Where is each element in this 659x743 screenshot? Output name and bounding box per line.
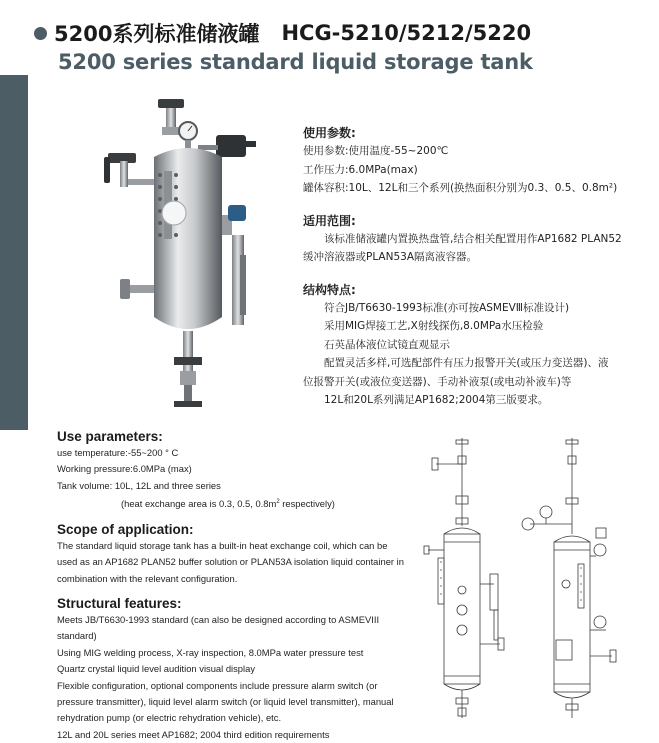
title-model: HCG-5210/5212/5220 [281, 21, 532, 45]
cn-scope-line: 该标准储液罐内置换热盘管,结合相关配置用作AP1682 PLAN52 [324, 232, 622, 245]
title-en: 5200 series standard liquid storage tank [58, 50, 533, 74]
cn-params-heading: 使用参数: [303, 126, 356, 140]
en-params-line: (heat exchange area is 0.3, 0.5, $0.8m^2$ respectively) [121, 498, 335, 510]
en-params-line: Working pressure:6.0MPa (max) [57, 463, 192, 475]
chinese-text [303, 124, 655, 410]
english-text [57, 428, 409, 743]
en-feature-line: 12L and 20L series meet AP1682; 2004 third edition requirements [57, 728, 330, 740]
en-params-line: Tank volume: 10L, 12L and three series [57, 479, 221, 491]
cn-scope-line: 缓冲溶液器或PLAN53A隔离液容器。 [303, 251, 478, 263]
en-scope-text: The standard liquid storage tank has a built-in heat exchange coil, which can be used as an AP1682 PLAN52 buffer solution or PLAN53A isolation liquid container in combination with the relevant configuration. [57, 539, 404, 584]
en-feature-line: Using MIG welding process, X-ray inspection, 8.0MPa water pressure test [57, 646, 364, 658]
en-feature-line: Quartz crystal liquid level audition visual display [57, 663, 256, 675]
title-cn: 5200系列标准储液罐 [54, 22, 260, 46]
cn-feature-line: 12L和20L系列满足AP1682;2004第三版要求。 [324, 394, 549, 406]
drawing-right [522, 438, 616, 718]
bullet-dot [34, 27, 47, 40]
title-row [34, 18, 654, 48]
cn-params-line: 工作压力:6.0MPa(max) [303, 163, 418, 176]
cn-feature-line: 符合JB/T6630-1993标准(亦可按ASMEVⅢ标准设计) [324, 301, 570, 314]
cn-features-heading: 结构特点: [303, 282, 356, 297]
en-scope-heading: Scope of application: [57, 521, 194, 537]
en-params-line: use temperature:-55~200 ° C [57, 447, 179, 458]
technical-drawing [420, 434, 645, 720]
header [34, 18, 654, 74]
en-features-heading: Structural features: [57, 595, 182, 611]
cn-feature-line: 石英晶体液位试镜直观显示 [324, 338, 450, 351]
cn-params-line: 罐体容积:10L、12L和三个系列(换热面积分别为0.3、0.5、0.8m²) [303, 182, 618, 194]
cn-feature-line: 采用MIG焊接工艺,X射线探伤,8.0MPa水压检验 [324, 320, 544, 332]
cn-params-line: 使用参数:使用温度-55~200℃ [303, 145, 449, 157]
cn-feature-line: 配置灵活多样,可选配部件有压力报警开关(或压力变送器)、液 [324, 357, 609, 369]
side-color-bar [0, 75, 28, 430]
product-photo [88, 95, 268, 415]
drawing-left [424, 438, 504, 718]
en-feature-line: Meets JB/T6630-1993 standard (can also be designed according to ASMEVIII standard) [57, 613, 380, 642]
cn-feature-line: 位报警开关(或液位变送器)、手动补液泵(或电动补液车)等 [303, 375, 572, 388]
en-params-heading: Use parameters: [57, 429, 163, 444]
cn-scope-heading: 适用范围: [303, 213, 356, 228]
en-feature-line: Flexible configuration, optional components include pressure alarm switch (or pressure transmitter), liquid level alarm switch (or liquid level transmitter), manual rehydration pump (or electric rehydration vehicle), etc. [57, 679, 394, 724]
